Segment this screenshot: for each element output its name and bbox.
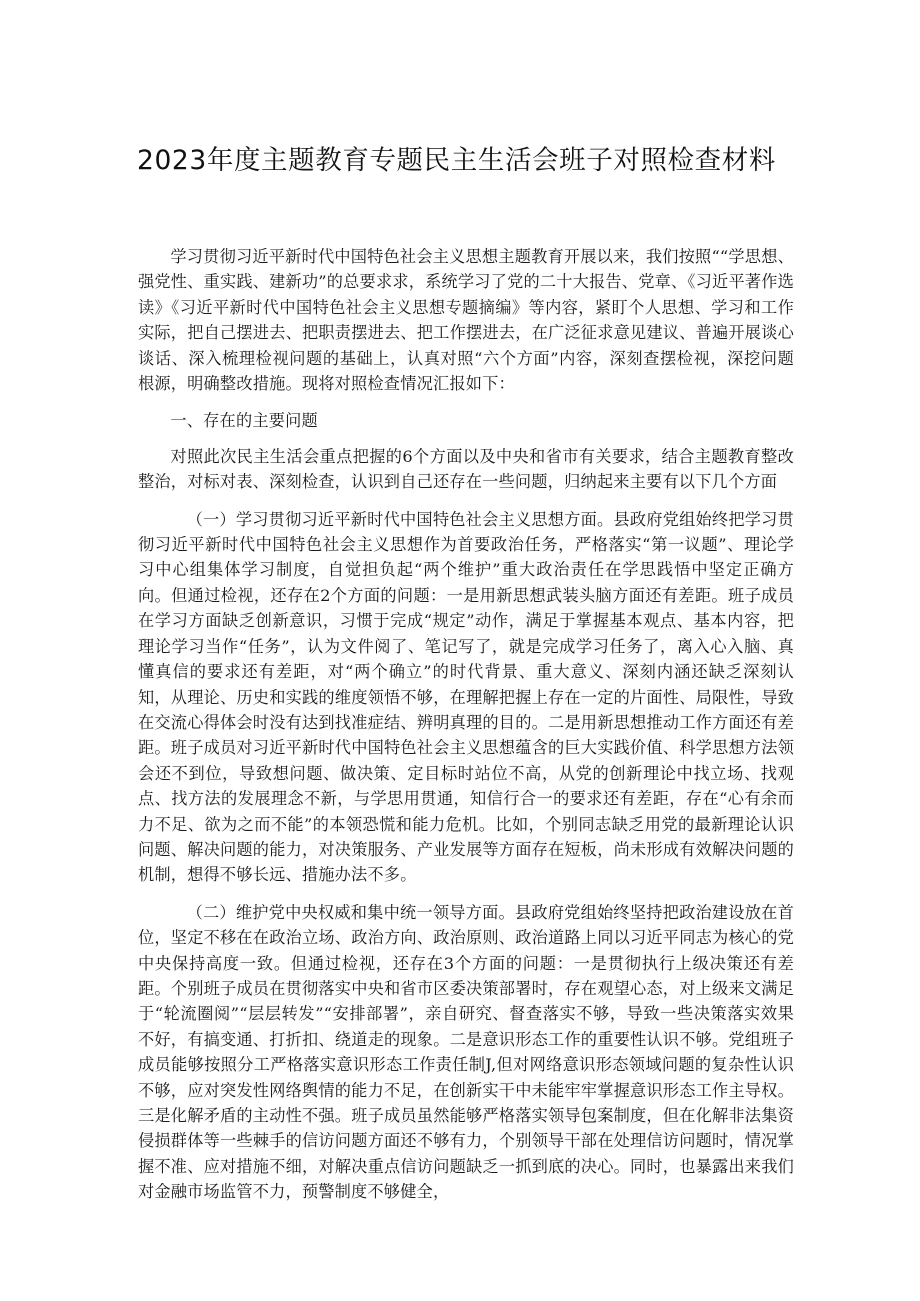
- document-body: [138, 244, 794, 1205]
- subsection-2-paragraph: （二）维护党中央权威和集中统一领导方面。县政府党组始终坚持把政治建设放在首位，坚定不移在在政治立场、政治方向、政治原则、政治道路上同以习近平同志为核心的党中央保持高度一致。但通过检视，还存在3个方面的问题：一是贯彻执行上级决策还有差距。个别班子成员在贯彻落实中央和省市区委决策部署时，存在观望心态，对上级来文满足于“轮流圈阅”“层层转发”“安排部署”，亲自研究、督查落实不够，导致一些决策落实效果不好，有搞变通、打折扣、绕道走的现象。二是意识形态工作的重要性认识不够。党组班子成员能够按照分工严格落实意识形态工作责任制J,但对网络意识形态领域问题的复杂性认识不够，应对突发性网络舆情的能力不足，在创新实干中未能牢牢掌握意识形态工作主导权。三是化解矛盾的主动性不强。班子成员虽然能够严格落实领导包案制度，但在化解非法集资侵损群体等一些棘手的信访问题方面还不够有力，个别领导干部在处理信访问题时，情况掌握不准、应对措施不细，对解决重点信访问题缺乏一抓到底的决心。同时，也暴露出来我们对金融市场监管不力，预警制度不够健全，: [138, 902, 794, 1202]
- document-title: 2023年度主题教育专题民主生活会班子对照检查材料: [137, 145, 776, 176]
- section-1-intro-paragraph: 对照此次民主生活会重点把握的6个方面以及中央和省市有关要求，结合主题教育整改整治，对标对表、深刻检查，认识到自己还存在一些问题，归纳起来主要有以下几个方面: [138, 446, 794, 492]
- subsection-1-paragraph: （一）学习贯彻习近平新时代中国特色社会主义思想方面。县政府党组始终把学习贯彻习近平新时代中国特色社会主义思想作为首要政治任务，严格落实“第一议题”、理论学习中心组集体学习制度，自觉担负起“两个维护”重大政治责任在学思践悟中坚定正确方向。但通过检视，还存在2个方面的问题：一是用新思想武装头脑方面还有差距。班子成员在学习方面缺乏创新意识，习惯于完成“规定”动作，满足于掌握基本观点、基本内容，把理论学习当作“任务”，认为文件阅了、笔记写了，就是完成学习任务了，离入心入脑、真懂真信的要求还有差距，对“两个确立”的时代背景、重大意义、深刻内涵还缺乏深刻认知，从理论、历史和实践的维度领悟不够，在理解把握上存在一定的片面性、局限性，导致在交流心得体会时没有达到找准症结、辨明真理的目的。二是用新思想推动工作方面还有差距。班子成员对习近平新时代中国特色社会主义思想蕴含的巨大实践价值、科学思想方法领会还不到位，导致想问题、做决策、定目标时站位不高，从党的创新理论中找立场、找观点、找方法的发展理念不新，与学思用贯通，知信行合一的要求还有差距，存在“心有余而力不足、欲为之而不能”的本领恐慌和能力危机。比如，个别同志缺乏用党的最新理论认识问题、解决问题的能力，对决策服务、产业发展等方面存在短板，尚未形成有效解决问题的机制，想得不够长远、措施办法不多。: [138, 509, 794, 885]
- intro-paragraph: 学习贯彻习近平新时代中国特色社会主义思想主题教育开展以来，我们按照““学思想、强党性、重实践、建新功”的总要求求，系统学习了党的二十大报告、党章、《习近平著作选读》《习近平新时代中国特色社会主义思想专题摘编》等内容，紧盯个人思想、学习和工作实际，把自己摆进去、把职责摆进去、把工作摆进去，在广泛征求意见建议、普遍开展谈心谈话、深入梳理检视问题的基础上，认真对照“六个方面”内容，深刻查摆检视，深挖问题根源，明确整改措施。现将对照检查情况汇报如下：: [138, 247, 794, 394]
- section-heading-1: 一、存在的主要问题: [170, 411, 318, 431]
